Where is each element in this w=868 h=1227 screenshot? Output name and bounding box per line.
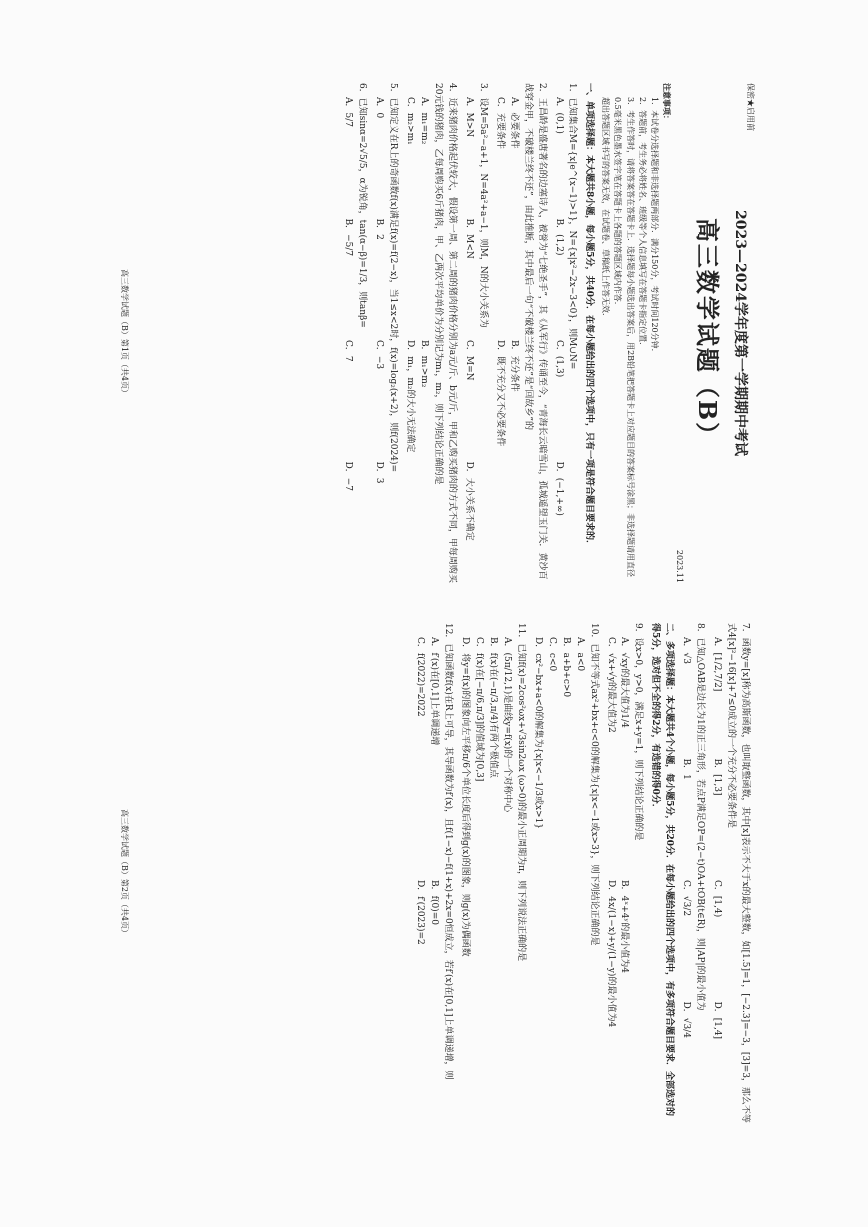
question-9: 9．设x>0，y>0，满足x+y=1，则下列结论正确的是 (633, 623, 644, 841)
option: C．√3/2 (681, 880, 692, 917)
question-4-options (402, 83, 416, 583)
question-12: 12．已知函数f(x)在R上可导，其导函数为f′(x)，且f(1−x)−f(1+x)+2x=0恒成立，若f′(x)在[0,1]上单调递增，则 (443, 623, 454, 1080)
section-two-heading: 二、多项选择题：本大题共4个小题，每小题5分，共20分．在每小题给出的四个选项中，有多项符合题目要求．全部选对的得5分，选对但不全的得2分，有选错的得0分． (650, 623, 675, 1117)
question-2: 2．王昌龄是盛唐著名的边塞诗人，被誉为“七绝圣手”，其《从军行》传诵至今，“青海长云暗雪山，孤城遥望玉门关．黄沙百战穿金甲，不破楼兰终不还”，由此推断，其中最后一句“不破楼兰终不还”是“回故乡”的 (522, 83, 547, 580)
question-3-options (461, 83, 475, 583)
page-two (114, 623, 754, 1123)
question-8: 8．已知△OAB是边长为1的正三角形，若点P满足OP=(2−t)OA+tOB(t∈R)，则|AP|的最小值为 (695, 623, 706, 1011)
option: A．5/7 (343, 97, 354, 127)
option: B．充分条件 (508, 340, 519, 392)
option: D．−7 (343, 461, 354, 491)
question-10: 10．已知不等式ax²+bx+c<0的解集为{x|x<−1或x>3}，则下列结论正确的是 (588, 623, 599, 946)
option: D．cx²−bx+a<0的解集为{x|x<−1/3或x>1} (532, 637, 543, 830)
question-5-options (371, 83, 385, 583)
page-footer: 高三数学试题（B）第1页（共4页） (120, 268, 130, 398)
exam-date: 2023.11 (675, 549, 685, 583)
option: B．2 (374, 218, 385, 240)
question-11: 11．已知f(x)=2cos²ωx+√3sin2ωx (ω>0)的最小正周期为π，则下列说法正确的是 (515, 623, 526, 962)
question-9-options (617, 623, 631, 1123)
option: A．f′(x)在[0,1]上单调递增 (429, 637, 440, 746)
option: A．m₁=m₂ (419, 97, 430, 145)
option: B．a+b+c>0 (560, 637, 571, 698)
option: A．a<0 (574, 637, 585, 672)
option: C．充要条件 (494, 97, 505, 149)
option: D．[1,4] (712, 1001, 723, 1040)
option: B．−5/7 (343, 218, 354, 257)
question-6-options (340, 83, 354, 583)
option: B．(1,2) (553, 218, 564, 256)
option: B．M<N (463, 218, 474, 259)
exam-subtitle: 高三数学试题（B） (693, 217, 723, 449)
option: C．(1,3) (553, 340, 564, 378)
option: A．0 (374, 97, 385, 119)
option: A．√3 (681, 637, 692, 664)
option: D．√3/4 (681, 1001, 692, 1038)
option: D．(−1,+∞) (553, 461, 564, 516)
option: C．c<0 (546, 637, 557, 672)
option: C．−3 (374, 340, 385, 370)
option: A．必要条件 (508, 97, 519, 149)
option: D．m₁，m₂的大小无法确定 (405, 340, 416, 453)
question-6: 6．已知sinα=2√5/5，α为锐角，tan(α−β)=1/3，则tanβ= (357, 83, 368, 328)
question-2-options (492, 83, 506, 583)
secret-mark: 保密★启用前 (746, 83, 755, 131)
question-3: 3．设M=5a²−a+1，N=4a²+a−1，则M，N的大小关系为 (477, 83, 488, 328)
question-1: 1．已知集合M={x|e^(x−1)>1}，N={x|x²−2x−3<0}，则M∪N= (567, 83, 578, 370)
option: B．4ˣ+4ʸ的最小值为4 (619, 880, 630, 973)
exam-title: 2023—2024学年度第一学期期中考试 (732, 210, 748, 456)
notes-heading: 注意事项： (661, 83, 672, 123)
page-one (114, 83, 754, 583)
question-1-options (551, 83, 565, 583)
question-4-options (416, 83, 430, 583)
option: D．3 (374, 461, 385, 484)
question-8-options (678, 623, 692, 1123)
question-2-options (506, 83, 520, 583)
note-item: 2．答题前，考生务必将姓名、班级等个人信息填写在答题卡指定位置． (637, 97, 647, 351)
exam-page (114, 83, 754, 1143)
option: C．f(x)在[−π/6,π/3]的值域为[0,3] (474, 637, 485, 782)
option: A．M>N (463, 97, 474, 138)
option: D．f′(2023)=2 (415, 880, 426, 945)
option: C．7 (343, 340, 354, 362)
option: D．大小关系不确定 (463, 461, 474, 541)
option: D．将y=f(x)的图象向左平移π/6个单位长度后得到g(x)的图象，则g(x)为偶函数 (460, 637, 471, 957)
option: B．f(x)在(−π/3,π/4)有两个极值点 (488, 637, 499, 778)
question-4: 4．近来猪肉价格起伏较大，假设第一周、第二周的猪肉价格分别为a元/斤、b元/斤，甲和乙购买猪肉的方式不同，甲每周购买20元钱的猪肉，乙每周购买6斤猪肉，甲、乙两次平均单价为分别记为m₁，m₂，则下列结论正确的是 (433, 83, 457, 583)
question-12-options (412, 623, 426, 1123)
option: B．[1,3] (712, 758, 723, 796)
option: C．M=N (463, 340, 474, 381)
option: C．[1,4) (712, 880, 723, 918)
option: B．f(0)=0 (429, 880, 440, 925)
note-item: 超出答题区域书写的答案无效，在试题卷、草稿纸上作答无效． (600, 97, 610, 321)
question-5: 5．已知定义在R上的奇函数f(x)满足f(x)=f(2−x)，当1≤x<2时，f(x)=log₂(x+2)，则f(2024)= (388, 83, 399, 473)
option: A．[1/2,7/2] (712, 637, 723, 692)
option: C．m₂>m₁ (405, 97, 416, 145)
option: B．m₁>m₂ (419, 340, 430, 388)
question-7: 7．函数y=[x]称为高斯函数，也叫取整函数，其中[x]表示不大于x的最大整数，如[1.5]=1，[−2.3]=−3，[3]=3，那么不等式4[x]²−16[x]+7≤0成立的一个充分不必要条件是 (726, 623, 750, 1123)
option: B．1 (681, 758, 692, 780)
question-9-options (603, 623, 617, 1123)
page-footer: 高三数学试题（B）第2页（共4页） (120, 808, 130, 938)
option: D．4x/(1−x)+y/(1−y)的最小值为4 (605, 880, 616, 1028)
question-7-options (709, 623, 723, 1123)
question-12-options (426, 623, 440, 1123)
option: C．√x+√y的最大值为2 (605, 637, 616, 733)
option: A．√xy的最大值为1/4 (619, 637, 630, 728)
option: D．既不充分又不必要条件 (494, 340, 505, 447)
section-one-heading: 一、单项选择题：本大题共8小题，每小题5分，共40分．在每小题给出的四个选项中，只有一项是符合题目要求的． (584, 83, 595, 550)
note-item: 3．考生作答时，请将答案答在答题卡上．选择题每小题选出答案后，用2B铅笔把答题卡上对应题目的答案标号涂黑；非选择题请用直径0.5毫米黑色墨水签字笔在答题卡上各题的答题区域内作答． (613, 97, 635, 578)
option: A．(5π/12,1)是曲线y=f(x)的一个对称中心 (502, 637, 512, 813)
option: A．(0,1) (553, 97, 564, 134)
option: C．f(2022)=2022 (415, 637, 426, 717)
note-item: 1．本试卷分选择题和非选择题两部分．满分150分，考试时间120分钟． (650, 97, 660, 357)
